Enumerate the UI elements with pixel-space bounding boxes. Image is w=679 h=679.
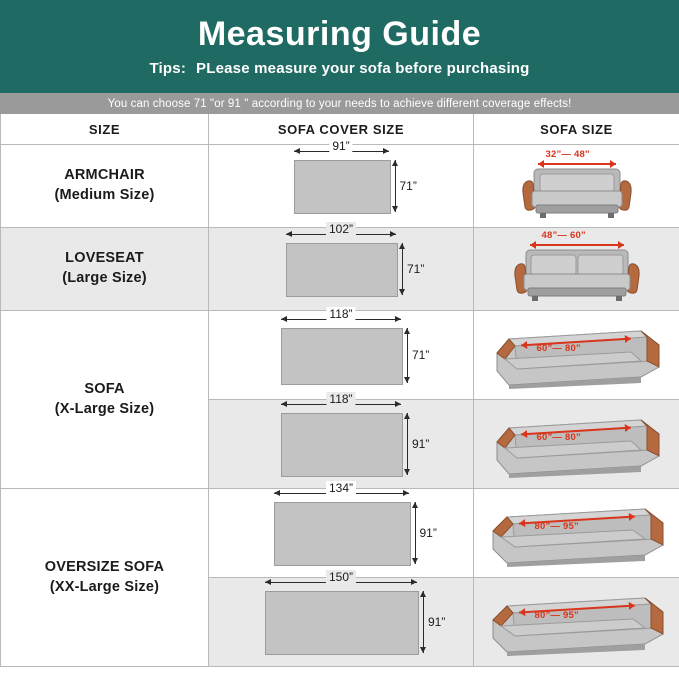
cover-width-dim bbox=[265, 570, 417, 590]
cover-height-label: 91” bbox=[428, 615, 446, 629]
cover-width-label: 150” bbox=[326, 570, 356, 584]
table-row bbox=[1, 145, 679, 228]
cover-height-dim bbox=[403, 328, 435, 383]
cover-width-dim bbox=[286, 222, 396, 242]
cover-height-dim bbox=[411, 502, 443, 564]
size-name: LOVESEAT bbox=[65, 250, 144, 267]
oversize-sofa-illustration bbox=[487, 586, 667, 658]
cover-height-dim bbox=[419, 591, 451, 653]
cover-height-label: 71” bbox=[412, 348, 430, 362]
size-name: OVERSIZE SOFA bbox=[44, 558, 165, 575]
cover-width-label: 118” bbox=[326, 392, 355, 406]
sofa-width-label: 48”— 60” bbox=[541, 230, 586, 241]
cover-height-dim bbox=[403, 413, 435, 475]
page-subtitle bbox=[149, 60, 529, 77]
sofa-cell-sofa-b bbox=[474, 400, 679, 489]
column-header-size: SIZE bbox=[1, 114, 209, 145]
size-sub: (Large Size) bbox=[62, 270, 147, 286]
page-header bbox=[0, 0, 679, 93]
cover-width-label: 102” bbox=[326, 222, 356, 236]
cover-height-dim bbox=[398, 243, 430, 295]
cover-cell-oversize-150 bbox=[209, 570, 474, 667]
tips-label: Tips: bbox=[149, 59, 187, 77]
cover-cell-oversize-134 bbox=[209, 481, 474, 578]
size-name: ARMCHAIR bbox=[64, 167, 145, 184]
column-header-sofa-size: SOFA SIZE bbox=[474, 114, 679, 145]
cover-width-label: 118” bbox=[326, 307, 355, 321]
size-sub: (X-Large Size) bbox=[54, 400, 155, 417]
size-cell-sofa bbox=[1, 311, 209, 489]
size-sub: (Medium Size) bbox=[54, 187, 155, 203]
cover-cell-sofa-71 bbox=[209, 306, 474, 400]
sofa-cell-sofa-a bbox=[474, 311, 679, 400]
column-header-cover-size: SOFA COVER SIZE bbox=[209, 114, 474, 145]
cover-width-dim bbox=[274, 481, 409, 501]
table-row bbox=[1, 489, 679, 578]
sofa-width-label: 60”— 80” bbox=[536, 432, 581, 443]
sofa-width-label: 80”— 95” bbox=[534, 521, 579, 532]
cover-cell-loveseat bbox=[209, 222, 474, 311]
table-row bbox=[1, 228, 679, 311]
info-banner: You can choose 71 "or 91 " according to your needs to achieve different coverage effects! bbox=[0, 93, 679, 114]
cover-height-label: 71” bbox=[407, 262, 425, 276]
cover-height-dim bbox=[391, 160, 423, 212]
tips-text: PLease measure your sofa before purchasing bbox=[196, 59, 530, 77]
cover-width-dim bbox=[294, 139, 389, 159]
size-cell-loveseat bbox=[1, 228, 209, 311]
cover-width-label: 91” bbox=[329, 139, 352, 153]
sofa-width-label: 60”— 80” bbox=[536, 343, 581, 354]
cover-height-label: 91” bbox=[412, 437, 430, 451]
size-name: SOFA bbox=[84, 380, 125, 397]
sofa-width-label: 80”— 95” bbox=[534, 610, 579, 621]
table-row bbox=[1, 311, 679, 400]
oversize-sofa-illustration bbox=[487, 497, 667, 569]
cover-height-label: 71” bbox=[399, 179, 417, 193]
sofa-cell-loveseat bbox=[474, 228, 679, 311]
sofa-cell-oversize-a bbox=[474, 489, 679, 578]
sofa-illustration bbox=[491, 319, 663, 391]
cover-width-label: 134” bbox=[326, 481, 356, 495]
cover-width-dim bbox=[281, 392, 401, 412]
sofa-cell-oversize-b bbox=[474, 578, 679, 667]
measurement-table bbox=[0, 114, 679, 667]
size-cell-oversize-sofa bbox=[1, 489, 209, 667]
size-cell-armchair bbox=[1, 145, 209, 228]
cover-cell-sofa-91 bbox=[209, 392, 474, 489]
cover-width-dim bbox=[281, 306, 401, 327]
sofa-cell-armchair bbox=[474, 145, 679, 228]
page-title: Measuring Guide bbox=[197, 15, 482, 54]
size-sub: (XX-Large Size) bbox=[49, 578, 160, 595]
cover-cell-armchair bbox=[209, 139, 474, 228]
sofa-width-label: 32”— 48” bbox=[545, 149, 590, 160]
cover-height-label: 91” bbox=[419, 526, 437, 540]
sofa-illustration bbox=[491, 408, 663, 480]
